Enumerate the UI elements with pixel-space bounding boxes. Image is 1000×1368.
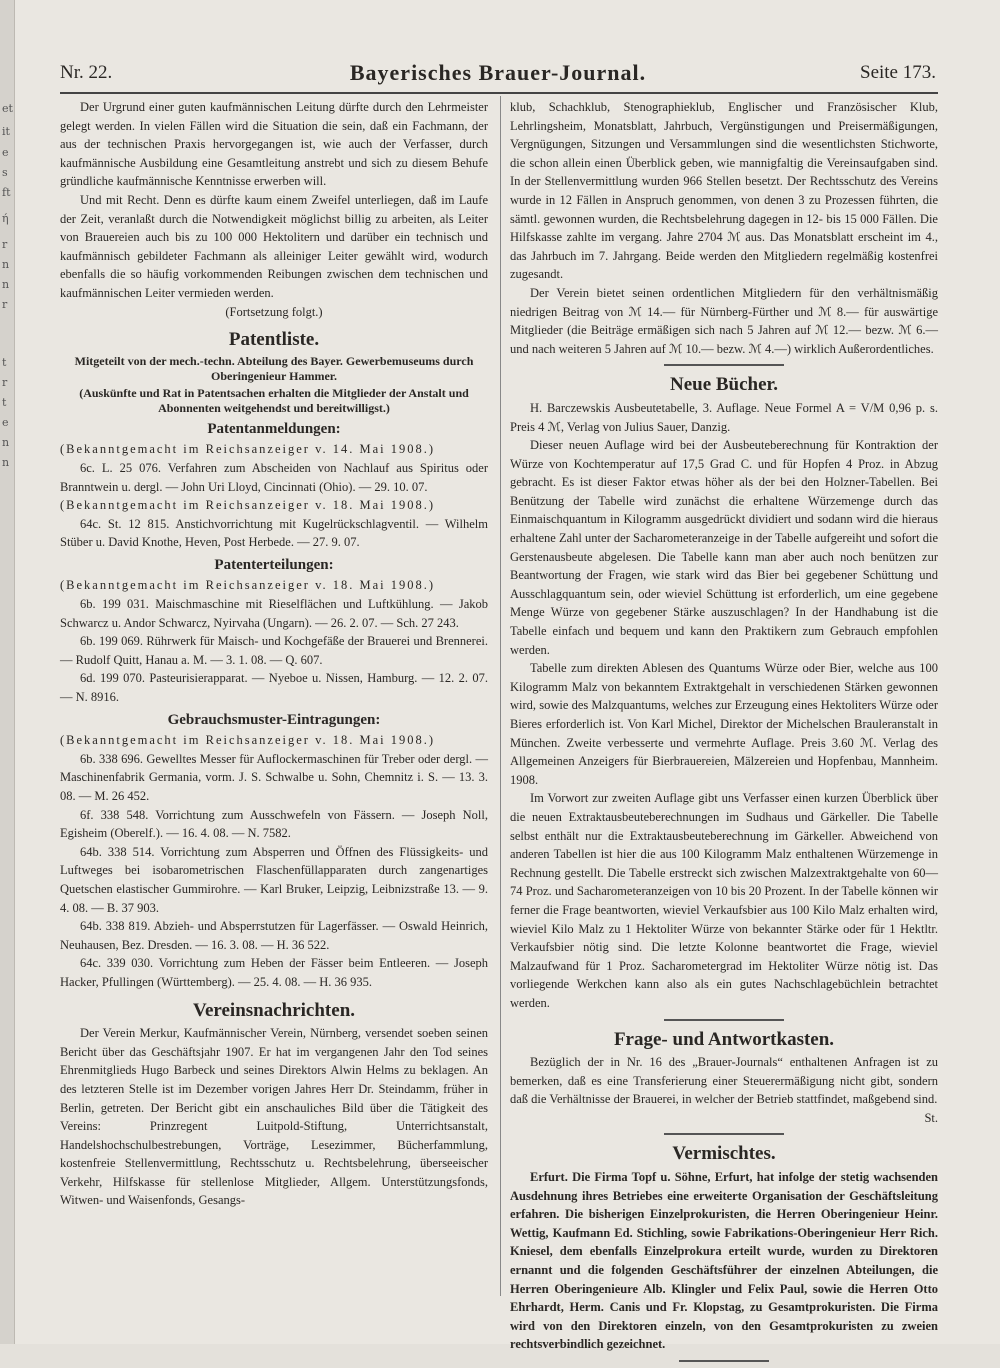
book-review: Im Vorwort zur zweiten Auflage gibt uns Verfasser einen kurzen Überblick über die neuen Extraktausbeuteberechnungen im Sudhaus und Gärkeller. Die Tabelle selbst enthält nur die Extraktausbeuteberechnung im Gärkeller. Abweichend von anderen Tabellen ist hier die aus 100 Kilogramm Malz enthaltenen Würzemenge in Rechnung gestellt. Die Tabelle erstreckt sich zwischen Malzextraktgehalte von 60—74 Proz. und Sacharometeranzeigen von 10 bis 20 Prozent. In der Tabelle können wir ferner die Frage beantworten, wieviel Verkaufsbier aus 100 Kilo Malz erhalten wird, wieviel Kilo Malz zu 1 Hektoliter Würze von bekannter Stärke oder für 1 Hektltr. Verkaufsbier nötig sind. Die letzte Kolonne beantwortet die Frage, wieviel Malzaufwand für 1 Proz. Sacharometergrad im Hektoliter Würze nötig ist. Das vorliegende Werkchen kann also als ein gutes Nachschlagebüchlein betrachtet werden. [510,791,938,1010]
verein-paragraph: Der Verein bietet seinen ordentlichen Mitgliedern für den verhältnismäßig niedrigen Beitrag von ℳ 14.— für Nürnberg-Fürther und ℳ 8.— für auswärtige Mitglieder (die Beiträge ermäßigen sich nach 5 Jahren auf ℳ 12.— bezw. ℳ 6.— und nach weiteren 5 Jahren auf ℳ 10.— bezw. ℳ 4.—) wirklich Außerordentliches. [510,285,938,356]
patent-note: (Auskünfte und Rat in Patentsachen erhalten die Mitglieder der Anstalt und Abonnenten weitgehendst und bereitwilligst.) [79,385,469,415]
vermischtes-heading: Vermischtes. [672,1143,776,1165]
patent-entry: 6b. 199 031. Maischmaschine mit Rieselflächen und Luftkühlung. — Jakob Schwarcz u. Andor Schwarcz, Nyirvaha (Ungarn). — 26. 2. 07. — Sch. 27 243. [60,597,488,630]
left-column [60,98,488,1210]
patent-subheading: Mitgeteilt von der mech.-techn. Abteilung des Bayer. Gewerbemuseums durch Oberingenieur Hammer. [74,353,474,383]
frage-heading: Frage- und Antwortkasten. [613,1028,835,1050]
section-rule [664,364,784,366]
section-rule [664,1019,784,1021]
publication-note: (Bekanntgemacht im Reichsanzeiger v. 14. Mai 1908.) [60,442,436,457]
frage-signature: St. [924,1110,938,1125]
patent-entry: 64b. 338 514. Vorrichtung zum Absperren und Öffnen des Flüssigkeits- und Luftweges bei isobarometrischen Flaschenfüllapparaten durch zangenartiges Quetschen elastischer Gummirohre. — Karl Bruker, Leipzig, Leibnizstraße 13. — 9. 4. 08. — B. 37 903. [60,844,488,915]
vermischtes-paragraph: Die Firma Topf u. Söhne, Erfurt, hat infolge der stetig wachsenden Ausdehnung ihres Betriebes eine erweiterte Organisation der Geschäftsleitung erfahren. Die bisherigen Einzelprokuristen, die Herren Oberingenieur Heinr. Wettig, Kaufmann Ed. Stichling, sowie Fabrikations-Oberingenieur Herr Rich. Kniesel, dem ebenfalls Einzelprokura erteilt wurde, wurden zu Direktoren ernannt und die folgenden Geschäftsführer der einzelnen Abteilungen, die Herren Oberingenieure Alb. Klingler und Felix Paul, sowie die Herren Otto Ehrhardt, Herm. Canis und Fr. Klopstag, zu Gesamtprokuristen. Die Firma wird von den Direktoren einzeln, von den Gesamtprokuristen zu zweien rechtsverbindlich gezeichnet. [510,1170,938,1352]
margin-letter: ή [2,212,9,225]
margin-letter: et [2,102,13,115]
margin-letter: it [2,125,10,138]
margin-letter: n [2,456,10,469]
anmeldungen-heading: Patentanmeldungen: [207,420,341,437]
publication-note: (Bekanntgemacht im Reichsanzeiger v. 18. Mai 1908.) [60,733,436,748]
margin-letter: n [2,278,10,291]
publication-note: (Bekanntgemacht im Reichsanzeiger v. 18. Mai 1908.) [60,498,436,513]
patent-heading: Patentliste. [228,329,320,351]
patent-entry: 6b. 338 696. Gewelltes Messer für Auflockermaschinen für Treber oder dergl. — Maschinenfabrik Germania, vorm. J. S. Schwalbe u. Sohn, Chemnitz i. S. — 13. 3. 08. — M. 26 452. [60,751,488,803]
header-rule [60,92,938,94]
section-rule [664,1133,784,1135]
column-divider [500,96,501,1296]
patent-entry: 64b. 338 819. Abzieh- und Absperrstutzen für Lagerfässer. — Oswald Heinrich, Neuhausen, Bez. Dresden. — 16. 3. 08. — H. 36 522. [60,919,488,952]
journal-title: Bayerisches Brauer-Journal. [349,60,647,85]
verein-heading: Vereinsnachrichten. [192,999,356,1021]
book-review: Dieser neuen Auflage wird bei der Ausbeuteberechnung für Kontraktion der Würze von Kochtemperatur auf 17,5 Grad C. und für Hopfen 4 Proz. in Abzug gebracht. Es ist dieser Faktor etwas höher als der bei den Holzner-Tabellen. Bei Benützung der Tabelle wird zunächst die erhaltene Würzemenge durch das Einmaischquantum in Kilogramm ausgedrückt dividiert und sodann wird die hieraus erhaltene Zahl unter der Sacharometeranzeige in der Tabelle aufgereiht und sofort die Gerstenausbeute abgelesen. Die Tabelle kann man aber auch noch benützen zur Beantwortung der Fragen, wie stark wird das Bier bei gegebener Schüttung und Ausschlagquantum sein, oder wieviel Schüttung ist erforderlich, um eine gegebene Menge Würze von gegebener Stärke auszuschlagen? In der Handhabung ist die Tabelle einfach und bequem und kann den Praktikern zum Gebrauch empfohlen werden. [510,438,938,657]
frage-paragraph: Bezüglich der in Nr. 16 des „Brauer-Journals“ enthaltenen Anfragen ist zu bemerken, daß es eine Transferierung einer Steuerermäßigung nicht gibt, sondern daß die Verhältnisse der Brauerei, in welcher der Betrieb stattfindet, maßgebend sind. [510,1055,938,1107]
page-header [60,58,936,88]
right-column [510,98,938,1368]
book-entry: Tabelle zum direkten Ablesen des Quantums Würze oder Bier, welche aus 100 Kilogramm Malz von bekanntem Extraktgehalt in verschiedenen Stärken gewonnen wird, sowie des Malzquantums, welches zur Erzeugung eines Hektoliters Würze oder Bieres erforderlich ist. Von Karl Michel, Direktor der Michelschen Brauleranstalt in München. Zweite verbesserte und vermehrte Auflage. Preis 3.60 ℳ. Verlag des Allgemeinen Anzeigers für Bierbrauereien, Mälzereien und Hopfenbau, Mannheim. 1908. [510,661,938,787]
margin-letter: t [2,396,7,409]
verein-continuation: klub, Schachklub, Stenographieklub, Englischer und Französischer Klub, Lehrlingsheim, Monatsblatt, Jahrbuch, Vergünstigungen und Preisermäßigungen, Vergnügungen, Sitzungen und Versammlungen sind die wesentlichsten Stichworte, die schon allein einen Überblick geben, wie mannigfaltig die Vereinsaufgaben sind. In der Stellenvermittlung wurden 966 Stellen besetzt. Der Rechtsschutz des Vereins wurde in 12 Fällen in Anspruch genommen, von denen 3 zu Prozessen führten, die sämtl. gewonnen wurden, die Rechtsbelehrung dagegen in 12- bis 15 000 Fällen. Die Hilfskasse zahlte im vergang. Jahre 2704 ℳ aus. Das Monatsblatt erscheint im 4., das Jahrbuch im 7. Jahrgang. Beide werden den Mitgliedern regelmäßig kostenfrei zugesandt. [510,100,938,282]
margin-letter: r [2,376,8,389]
margin-letter: ft [2,186,11,199]
intro-paragraph: Und mit Recht. Denn es dürfte kaum einem Zweifel unterliegen, daß im Laufe der Zeit, veranlaßt durch die Notwendigkeit möglichst billig zu arbeiten, als Leiter von Brauereien auch bis zu 100 000 Hektolitern und darüber ein technisch und kaufmännisch gebildeter Fachmann als alleiniger Leiter gewählt wird, wodurch ebenfalls die so häufig vorkommenden Reibungen zwischen dem technischen und kaufmännischen Leiter vermieden werden. [60,192,488,300]
buecher-heading: Neue Bücher. [669,374,779,396]
page-number: Seite 173. [860,62,936,83]
margin-letter: n [2,436,10,449]
margin-letter: e [2,416,9,429]
patent-entry: 6d. 199 070. Pasteurisierapparat. — Nyeboe u. Nissen, Hamburg. — 12. 2. 07. — N. 8916. [60,671,488,705]
margin-letter: r [2,298,8,311]
intro-paragraph: Der Urgrund einer guten kaufmännischen Leitung dürfte durch den Lehrmeister gelegt werden. In vielen Fällen wird die Situation die sein, daß ein Fachmann, der aus der technischen Praxis hervorgegangen ist, wie auch der Verfasser, durch kaufmännische Ausbildung eine Gesamtleitung anstrebt und sich zu diesem Behufe gründliche kaufmännische Kenntnisse erwerben will. [60,100,488,189]
margin-letter: r [2,238,8,251]
book-entry: H. Barczewskis Ausbeutetabelle, 3. Auflage. Neue Formel A = V/M 0,96 p. s. Preis 4 ℳ, Verlag von Julius Sauer, Danzig. [510,400,938,434]
margin-letter: e [2,146,9,159]
verein-paragraph: Der Verein Merkur, Kaufmännischer Verein, Nürnberg, versendet soeben seinen Bericht über das Geschäftsjahr 1907. Er hat im vergangenen Jahr den Tod seines Ehrenmitglieds Hugo Barbeck und seines Direktors Alwin Helms zu beklagen. An des letzteren Stelle ist im Dezember vorigen Jahres Herr Dr. Steindamm, früher in Berlin, getreten. Der Bericht gibt ein anschauliches Bild über die Tätigkeit des Vereins: Prinzregent Luitpold-Stiftung, Unterrichtsanstalt, Handelshochschulbestrebungen, Vorträge, Lesezimmer, Bücherfammlung, kostenfreie Stellenvermittlung, Rechtsschutz u. Rechtsbelehrung, überseeischer Verkehr, Hilfskasse für stellenlose Mitglieder, Allgem. Unterstützungsfonds, Witwen- und Waisenfonds, Gesangs- [60,1026,488,1208]
margin-letter: t [2,356,7,369]
facing-page-edge [0,0,15,1344]
patent-entry: 64c. St. 12 815. Anstichvorrichtung mit Kugelrückschlagventil. — Wilhelm Stüber u. David Knothe, Heven, Post Herbede. — 27. 9. 07. [60,516,488,550]
patent-entry: 64c. 339 030. Vorrichtung zum Heben der Fässer beim Entleeren. — Joseph Hacker, Pfullingen (Württemberg). — 25. 4. 08. — H. 36 935. [60,956,488,989]
erteilungen-heading: Patenterteilungen: [214,556,334,573]
vermischtes-place: Erfurt. [530,1170,568,1185]
publication-note: (Bekanntgemacht im Reichsanzeiger v. 18. Mai 1908.) [60,578,436,593]
issue-number: Nr. 22. [60,62,113,83]
margin-letter: n [2,258,10,271]
gebrauchsmuster-heading: Gebrauchsmuster-Eintragungen: [167,711,381,728]
patent-entry: 6f. 338 548. Vorrichtung zum Ausschwefeln von Fässern. — Joseph Noll, Egisheim (Oberelf.). — 16. 4. 08. — N. 7582. [60,807,488,841]
continuation-note: (Fortsetzung folgt.) [225,304,323,319]
patent-entry: 6b. 199 069. Rührwerk für Maisch- und Kochgefäße der Brauerei und Brennerei. — Rudolf Quitt, Hanau a. M. — 3. 1. 08. — Q. 607. [60,634,488,667]
section-rule [679,1360,769,1362]
patent-entry: 6c. L. 25 076. Verfahren zum Abscheiden von Nachlauf aus Spiritus oder Branntwein u. dergl. — John Uri Lloyd, Cincinnati (Ohio). — 29. 10. 07. [60,460,488,494]
margin-letter: s [2,166,8,179]
